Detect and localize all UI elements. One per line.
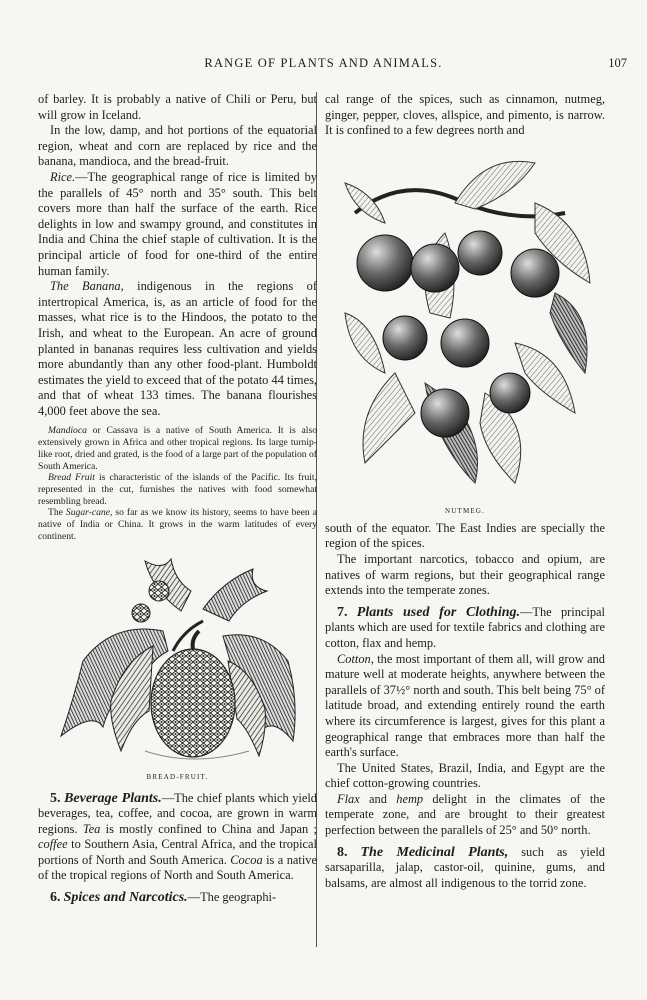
- medicinal-text: such as yield sarsaparilla, jalap, castor-oil, quinine, gums, and balsams, are almost all indigenous to the torrid zone.: [325, 844, 606, 890]
- right-column: [325, 92, 605, 891]
- flax-text: delight in the climates of the temperate zone, and are brought to their greatest perfection between the parallels of 25° and 50° north.: [325, 791, 605, 838]
- note-sugar-cane: [38, 507, 317, 542]
- spices-number: 6.: [50, 890, 61, 906]
- banana-term: The Banana,: [50, 279, 124, 294]
- note-mandioca: [38, 425, 317, 472]
- spices-text: —The geographi-: [187, 890, 277, 905]
- beverage-heading: Beverage Plants.: [64, 790, 162, 806]
- left-column: [38, 92, 317, 906]
- medicinal-heading: The Medicinal Plants,: [360, 844, 509, 860]
- beverage-text-a: —The chief plants which yield beverages, tea, coffee, and cocoa, are grown in warm regions.: [38, 790, 317, 836]
- beverage-coffee: coffee: [38, 837, 68, 852]
- paragraph-equatorial: In the low, damp, and hot portions of the equatorial region, wheat and corn are replaced by rice and the banana, mandioca, and the bread-fruit.: [38, 123, 317, 169]
- mandioca-text: or Cassava is a native of South America. It is also extensively grown in Africa and other tropical regions. Its large turnip-like root, dried and grated, is the food of a large part of the population of South America.: [38, 425, 317, 472]
- paragraph-spice-range: cal range of the spices, such as cinnamon, nutmeg, ginger, pepper, cloves, allspice, and pimento, is narrow. It is confined to a few degrees north and: [325, 92, 605, 138]
- beverage-cocoa: Cocoa: [230, 852, 263, 867]
- paragraph-rice: [38, 170, 317, 279]
- running-title: RANGE OF PLANTS AND ANIMALS.: [204, 56, 443, 70]
- cotton-text: the most important of them all, will grow and mature well at moderate heights, anywhere between the parallels of 37½° north and south. This belt being 75° of latitude broad, and extending entirely round the earth where its circumference is largest, gives for this plant a geographical range that embraces more than half the earth's surface.: [325, 651, 605, 760]
- sugar-text: so far as we know its history, seems to have been a native of India or China. It grows in the warm latitudes of every continent.: [38, 507, 317, 542]
- breadfruit-text: is characteristic of the islands of the Pacific. Its fruit, represented in the cut, furnishes the natives with food somewhat resembling bread.: [38, 472, 317, 507]
- clothing-text: —The principal plants which are used for textile fabrics and clothing are cotton, flax and hemp.: [325, 604, 606, 650]
- medicinal-number: 8.: [337, 844, 348, 860]
- clothing-heading: Plants used for Clothing.: [356, 604, 521, 620]
- rice-term: Rice.: [50, 169, 76, 184]
- paragraph-banana: [38, 279, 317, 419]
- nutmeg-illustration: [335, 143, 595, 505]
- paragraph-flax-hemp: [325, 792, 605, 839]
- beverage-text-d: is a native of the tropical regions of North and South America.: [38, 852, 317, 883]
- note-breadfruit: [38, 472, 317, 507]
- spices-heading: Spices and Narcotics.: [63, 890, 188, 906]
- clothing-number: 7.: [337, 604, 348, 620]
- flax-mid: and: [359, 791, 397, 806]
- rice-text: —The geographical range of rice is limited by the parallels of 45° north and 35° south. This belt covers more than half the surface of the earth. Rice delights in low and swampy ground, and constitutes in India and China the chief staple of cultivation. It is the principal article of food for one-third of the entire human family.: [38, 169, 317, 278]
- banana-text: indigenous in the regions of intertropical America, is, as an article of food for the masses, what rice is to the Hindoos, the potato to the Irish, and wheat to the European. An acre of ground planted in bananas requires less cultivation and yields more abundantly than any other food-plant. Humboldt estimates the yield to exceed that of the potato 44 times, and that of wheat 133 times. The banana flourishes 4,000 feet above the sea.: [38, 279, 317, 418]
- hemp-term: hemp: [396, 791, 424, 806]
- flax-term: Flax: [337, 791, 360, 806]
- breadfruit-illustration: [53, 551, 303, 771]
- paragraph-spices: [38, 890, 317, 906]
- paragraph-cotton-countries: The United States, Brazil, India, and Egypt are the chief cotton-growing countries.: [325, 760, 605, 791]
- sugar-term: Sugar-cane,: [65, 507, 113, 519]
- page-header: [0, 56, 647, 76]
- breadfruit-caption: BREAD-FRUIT.: [146, 772, 209, 781]
- paragraph-narcotics: The important narcotics, tobacco and opium, are natives of warm regions, but their geographical range extends into the temperate zones.: [325, 551, 605, 598]
- sugar-pre: The: [48, 507, 66, 519]
- beverage-number: 5.: [50, 790, 61, 806]
- nutmeg-engraving: [335, 143, 595, 505]
- paragraph-clothing: [325, 605, 605, 652]
- paragraph-medicinal: [325, 845, 605, 892]
- breadfruit-engraving: [53, 551, 303, 771]
- cotton-term: Cotton,: [337, 651, 374, 666]
- paragraph-spice-region: south of the equator. The East Indies are specially the region of the spices.: [325, 520, 605, 551]
- breadfruit-term: Bread Fruit: [48, 472, 95, 484]
- paragraph-barley: of barley. It is probably a native of Chili or Peru, but will grow in Iceland.: [38, 92, 317, 122]
- nutmeg-caption: NUTMEG.: [444, 506, 486, 515]
- mandioca-term: Mandioca: [48, 425, 87, 437]
- beverage-text-b: is mostly confined to China and Japan ;: [100, 821, 317, 836]
- paragraph-beverage: [38, 791, 317, 885]
- beverage-tea: Tea: [82, 821, 101, 836]
- page-number: 107: [608, 56, 627, 70]
- beverage-text-c: to Southern Asia, Central Africa, and the tropical portions of North and South America.: [38, 837, 317, 867]
- paragraph-cotton: [325, 652, 605, 761]
